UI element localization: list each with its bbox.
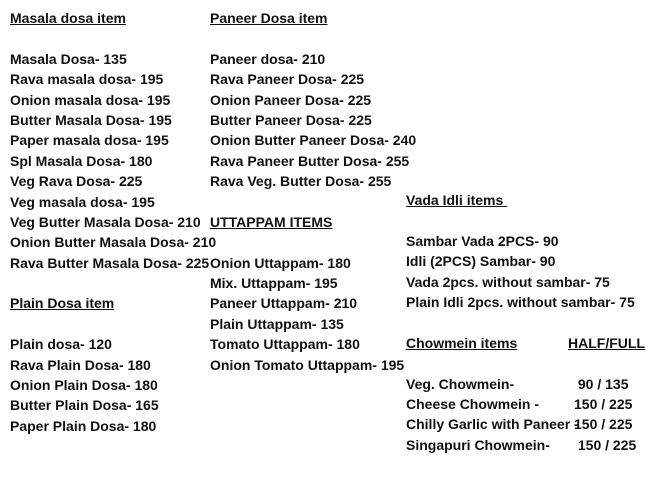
menu-item: Vada 2pcs. without sambar- 75 <box>406 273 610 290</box>
menu-item: Paper masala dosa- 195 <box>10 132 169 149</box>
spacer <box>406 312 645 332</box>
chowmein-heading-row <box>406 333 645 353</box>
item-name: Cheese Chowmein - <box>406 395 540 412</box>
menu-item: Tomato Uttappam- 180 <box>210 336 360 353</box>
menu-item <box>406 374 645 394</box>
menu-item: Rava Butter Masala Dosa- 225 <box>10 254 210 271</box>
menu-item: Onion masala dosa- 195 <box>10 91 171 108</box>
menu-item: Onion Paneer Dosa- 225 <box>210 91 372 108</box>
paneer-dosa-heading: Paneer Dosa item <box>210 10 328 26</box>
spacer <box>10 314 216 334</box>
menu-item: Paper Plain Dosa- 180 <box>10 417 157 434</box>
paneer-uttappam-column <box>210 8 416 375</box>
menu-item: Onion Butter Masala Dosa- 210 <box>10 234 217 251</box>
menu-item: Veg Rava Dosa- 225 <box>10 173 143 190</box>
item-price: 150 / 225 <box>574 436 637 453</box>
menu-item: Butter Paneer Dosa- 225 <box>210 111 372 128</box>
item-name: Veg. Chowmein- <box>406 375 515 392</box>
item-price: 150 / 225 <box>574 395 633 412</box>
menu-item: Masala Dosa- 135 <box>10 50 127 67</box>
spacer <box>406 353 645 373</box>
masala-dosa-heading: Masala dosa item <box>10 10 126 26</box>
vada-chowmein-column <box>406 190 645 455</box>
spacer <box>210 232 416 252</box>
menu-item: Paneer Uttappam- 210 <box>210 295 358 312</box>
spacer <box>10 273 216 293</box>
menu-item: Spl Masala Dosa- 180 <box>10 152 153 169</box>
item-name: Singapuri Chowmein- <box>406 436 550 453</box>
menu-item: Butter Plain Dosa- 165 <box>10 397 159 414</box>
uttappam-heading: UTTAPPAM ITEMS <box>210 213 333 230</box>
spacer <box>10 28 216 48</box>
menu-item: Onion Butter Paneer Dosa- 240 <box>210 132 417 149</box>
menu-item: Sambar Vada 2PCS- 90 <box>406 232 559 249</box>
menu-item: Veg Butter Masala Dosa- 210 <box>10 213 201 230</box>
spacer <box>406 210 645 230</box>
menu-item: Onion Plain Dosa- 180 <box>10 377 158 394</box>
menu-item: Paneer dosa- 210 <box>210 50 326 67</box>
menu-item: Onion Tomato Uttappam- 195 <box>210 356 405 373</box>
menu-item <box>406 394 645 414</box>
vada-idli-heading: Vada Idli items <box>406 192 508 208</box>
menu-item: Butter Masala Dosa- 195 <box>10 111 172 128</box>
half-full-heading: HALF/FULL <box>568 334 645 351</box>
menu-item: Idli (2PCS) Sambar- 90 <box>406 253 556 270</box>
menu-item: Rava masala dosa- 195 <box>10 71 164 88</box>
menu-item: Rava Paneer Butter Dosa- 255 <box>210 152 410 169</box>
menu-item: Plain Idli 2pcs. without sambar- 75 <box>406 293 635 310</box>
masala-plain-column <box>10 8 216 436</box>
menu-item: Mix. Uttappam- 195 <box>210 275 338 292</box>
menu-item: Plain Uttappam- 135 <box>210 315 344 332</box>
plain-dosa-heading: Plain Dosa item <box>10 295 115 312</box>
menu-item <box>406 414 645 434</box>
menu-item: Rava Paneer Dosa- 225 <box>210 71 365 88</box>
item-price: 150 / 225 <box>574 416 633 433</box>
chowmein-heading: Chowmein items <box>406 334 518 351</box>
menu-item: Onion Uttappam- 180 <box>210 254 351 271</box>
menu-item <box>406 435 645 455</box>
menu-item: Plain dosa- 120 <box>10 336 112 353</box>
item-price: 90 / 135 <box>574 375 629 392</box>
menu-item: Rava Plain Dosa- 180 <box>10 356 151 373</box>
spacer <box>210 28 416 48</box>
spacer <box>210 192 416 212</box>
menu-item: Veg masala dosa- 195 <box>10 193 155 210</box>
menu-item: Rava Veg. Butter Dosa- 255 <box>210 173 392 190</box>
item-name: Chilly Garlic with Paneer - <box>406 416 579 433</box>
